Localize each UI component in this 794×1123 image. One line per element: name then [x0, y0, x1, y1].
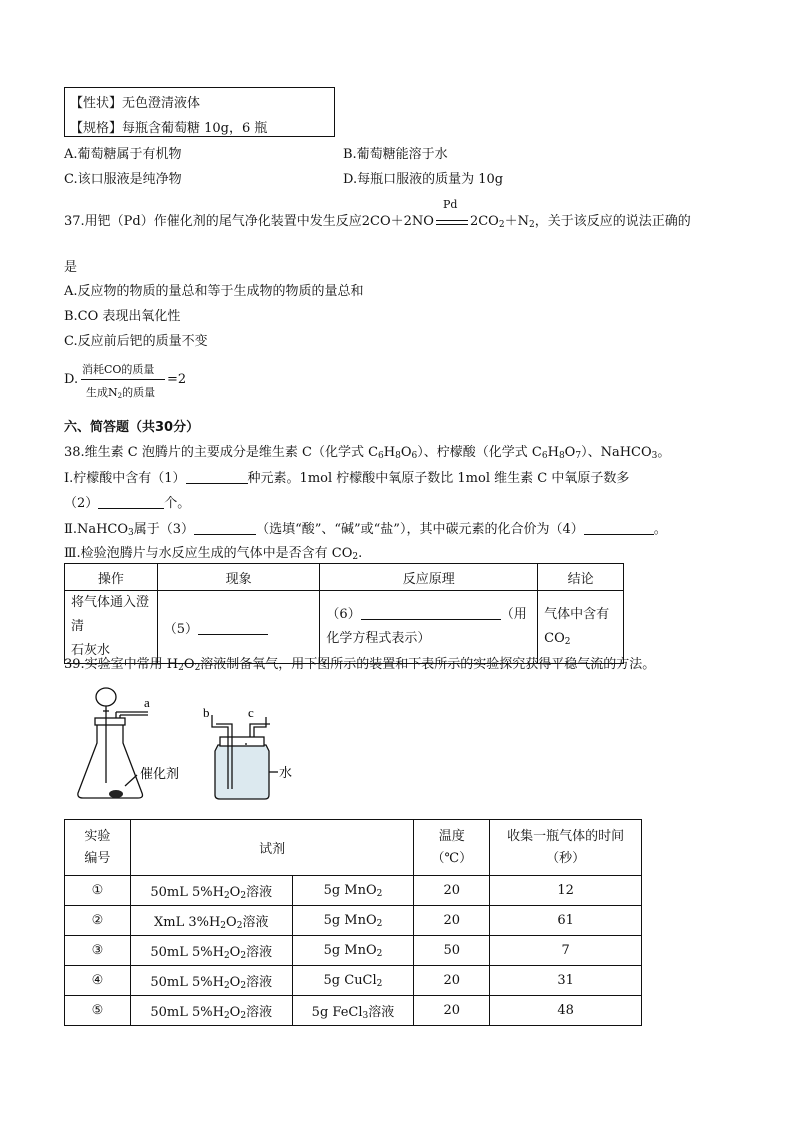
cell-time: 48	[490, 996, 642, 1026]
t: 5g MnO	[323, 943, 377, 958]
t: 石灰水	[71, 643, 111, 658]
q39-table-body	[65, 876, 642, 1026]
t: （选填“酸”、“碱”或“盐”），其中碳元素的化合价为（4）	[256, 522, 584, 537]
t: 将气体通入澄清	[71, 595, 150, 634]
s: 3	[128, 528, 134, 538]
equation	[361, 197, 535, 230]
cell-catalyst	[292, 906, 414, 936]
label-catalyst: 催化剂	[140, 767, 180, 782]
eq-arrow	[434, 197, 470, 229]
eq-right: 2CO	[469, 214, 499, 229]
blank-4[interactable]	[584, 522, 654, 535]
t: 5g MnO	[323, 883, 377, 898]
t: O	[183, 657, 195, 672]
gas-bottle	[212, 715, 278, 799]
label-c: c	[248, 705, 254, 720]
table-row	[65, 876, 642, 906]
s: 2	[240, 981, 247, 991]
t: 溶液	[246, 885, 273, 900]
header-conclusion: 结论	[538, 564, 624, 591]
cell-solution	[130, 906, 292, 936]
q37-stem-cont: 是	[64, 260, 78, 275]
blank-3[interactable]	[194, 522, 256, 535]
header-time	[490, 820, 642, 876]
t: 编号	[84, 850, 111, 866]
t: 50mL 5%H	[150, 885, 224, 900]
fraction-value: =2	[167, 372, 187, 387]
s: 2	[236, 921, 243, 931]
label-b: b	[203, 705, 210, 720]
cell-temp: 50	[414, 936, 490, 966]
header-reagent: 试剂	[130, 820, 414, 876]
s: 2	[376, 919, 383, 929]
s: 2	[240, 1011, 247, 1021]
t: （用	[500, 607, 527, 622]
cell-time: 12	[490, 876, 642, 906]
t: ）、柠檬酸（化学式 C	[417, 445, 542, 460]
t: 收集一瓶气体的时间	[507, 828, 625, 844]
t: 溶液	[246, 1005, 273, 1020]
t: 溶液制备氧气，用下图所示的装置和下表所示的实验探究获得平稳气流的方法。	[200, 657, 656, 672]
cell-temp: 20	[414, 906, 490, 936]
section-heading: 六、简答题（共30分）	[64, 420, 200, 435]
q38-part1	[64, 467, 629, 486]
t: O	[564, 445, 576, 460]
s: 2	[376, 949, 383, 959]
eq-sub: 2	[498, 220, 505, 230]
t: 38.维生素 C 泡腾片的主要成分是维生素 C（化学式 C	[64, 445, 379, 460]
s: 6	[541, 451, 548, 461]
cell-catalyst	[292, 996, 414, 1026]
s: 2	[220, 921, 227, 931]
label-a: a	[144, 695, 150, 710]
t: Ⅲ.检验泡腾片与水反应生成的气体中是否含有 CO	[64, 546, 353, 561]
cell-solution	[130, 876, 292, 906]
s: 2	[240, 891, 247, 901]
s: 7	[575, 451, 582, 461]
header-id	[65, 820, 131, 876]
den-sub: 2	[117, 392, 123, 400]
t: 。	[657, 445, 671, 460]
cell-solution	[130, 996, 292, 1026]
t: 温度	[438, 828, 465, 844]
den-text: 生成N	[86, 386, 118, 399]
table-row	[65, 906, 642, 936]
q38-part3	[64, 542, 362, 561]
q39-table	[64, 819, 642, 1026]
cell-id: ②	[65, 906, 131, 936]
cell-temp: 20	[414, 876, 490, 906]
t: Ⅱ.NaHCO	[64, 522, 129, 537]
header-principle: 反应原理	[320, 564, 538, 591]
t: O	[229, 975, 241, 990]
t: O	[229, 885, 241, 900]
t: 个。	[164, 496, 191, 511]
t: O	[229, 945, 241, 960]
cell-solution	[130, 936, 292, 966]
q37-stem-end: ，关于该反应的说法正确的	[534, 214, 691, 229]
t: 5g CuCl	[323, 973, 377, 988]
blank-2[interactable]	[98, 496, 164, 509]
s: 3	[651, 451, 658, 461]
box-line-1: 【性状】无色澄清液体	[70, 96, 201, 111]
t: 。	[653, 522, 667, 537]
t: 5g FeCl	[311, 1005, 363, 1020]
s: 2	[240, 951, 247, 961]
header-phenomenon: 现象	[157, 564, 320, 591]
eq-double-line	[436, 220, 468, 225]
s: 2	[178, 663, 184, 673]
blank-6[interactable]	[361, 607, 501, 620]
den-text-2: 的质量	[122, 386, 156, 399]
s: 2	[223, 951, 230, 961]
t: 50mL 5%H	[150, 945, 224, 960]
s: 8	[558, 451, 565, 461]
t: 实验	[84, 828, 111, 844]
eq-left: 2CO＋2NO	[361, 214, 434, 229]
cell-id: ③	[65, 936, 131, 966]
cell-time: 61	[490, 906, 642, 936]
q38-part2	[64, 518, 667, 537]
cell-time: 31	[490, 966, 642, 996]
t: （6）	[326, 607, 361, 622]
eq-catalyst: Pd	[442, 197, 458, 211]
q37-option-b: B.CO 表现出氧化性	[64, 309, 181, 324]
s: 8	[395, 451, 401, 461]
header-operation: 操作	[65, 564, 158, 591]
q36-option-d: D.每瓶口服液的质量为 10g	[343, 172, 504, 187]
table-row	[65, 996, 642, 1026]
fraction-numerator: 消耗CO的质量	[82, 363, 155, 376]
t: 化学方程式表示）	[326, 631, 431, 646]
t: （2）	[64, 496, 99, 511]
q37-stem-start: 37.用钯（Pd）作催化剂的尾气净化装置中发生反应	[64, 214, 362, 229]
conical-flask	[78, 688, 148, 798]
t: 溶液	[246, 975, 273, 990]
blank-1[interactable]	[186, 471, 248, 484]
q36-option-a: A.葡萄糖属于有机物	[64, 147, 182, 162]
s: 2	[352, 552, 359, 562]
t: （秒）	[546, 850, 586, 866]
t: O	[226, 915, 237, 930]
header-temp	[414, 820, 490, 876]
cell-time: 7	[490, 936, 642, 966]
t: H	[547, 445, 559, 460]
t: .	[358, 546, 363, 561]
catalyst-solid	[109, 790, 123, 798]
t: 39.实验室中常用 H	[64, 657, 179, 672]
t: ）、NaHCO	[581, 445, 652, 460]
q37-stem	[64, 197, 691, 230]
q37-option-d-prefix: D.	[64, 372, 79, 387]
s: 6	[411, 451, 418, 461]
table-row	[65, 966, 642, 996]
t: 溶液	[242, 915, 269, 930]
t: 溶液	[246, 945, 273, 960]
t: 种元素。1mol 柠檬酸中氧原子数比 1mol 维生素 C 中氧原子数多	[247, 471, 630, 486]
fraction-denominator	[86, 384, 155, 400]
s: 2	[194, 663, 201, 673]
q36-option-b: B.葡萄糖能溶于水	[343, 147, 448, 162]
cell-catalyst	[292, 936, 414, 966]
t: 气体中含有	[544, 607, 610, 622]
q36-option-c: C.该口服液是纯净物	[64, 172, 182, 187]
cell-id: ①	[65, 876, 131, 906]
cell-catalyst	[292, 966, 414, 996]
s: 2	[376, 889, 383, 899]
s: 2	[223, 981, 230, 991]
cell-id: ④	[65, 966, 131, 996]
q39-stem	[64, 653, 655, 672]
t: Ⅰ.柠檬酸中含有（1）	[64, 471, 186, 486]
s: 3	[362, 1011, 369, 1021]
t: （℃）	[431, 850, 473, 866]
s: 2	[223, 1011, 230, 1021]
s: 2	[223, 891, 230, 901]
t: 属于（3）	[133, 522, 195, 537]
table-row	[65, 936, 642, 966]
q37-option-a: A.反应物的物质的量总和等于生成物的物质的量总和	[64, 284, 364, 299]
eq-sub-2: 2	[528, 220, 535, 230]
apparatus-figure	[70, 685, 300, 805]
blank-5[interactable]	[198, 622, 268, 635]
t: CO	[544, 631, 565, 646]
cell-id: ⑤	[65, 996, 131, 1026]
cell-catalyst	[292, 876, 414, 906]
q38-table	[64, 563, 624, 664]
fraction-bar	[81, 379, 165, 380]
t: 50mL 5%H	[150, 1005, 224, 1020]
q38-part1-cont	[64, 492, 190, 511]
q37-option-c: C.反应前后钯的质量不变	[64, 334, 208, 349]
box-line-2: 【规格】每瓶含葡萄糖 10g，6 瓶	[70, 121, 268, 136]
eq-right-2: ＋N	[504, 214, 529, 229]
s: 2	[564, 637, 571, 647]
t: 50mL 5%H	[150, 975, 224, 990]
t: 溶液	[368, 1005, 395, 1020]
t: O	[400, 445, 412, 460]
t: O	[229, 1005, 241, 1020]
q38-stem	[64, 441, 670, 460]
cell-solution	[130, 966, 292, 996]
s: 2	[376, 979, 383, 989]
t: XmL 3%H	[153, 915, 221, 930]
s: 6	[378, 451, 384, 461]
cell-temp: 20	[414, 966, 490, 996]
t: H	[383, 445, 396, 460]
label-water: 水	[279, 766, 293, 781]
t: 5g MnO	[323, 913, 377, 928]
t: （5）	[163, 621, 199, 637]
cell-temp: 20	[414, 996, 490, 1026]
